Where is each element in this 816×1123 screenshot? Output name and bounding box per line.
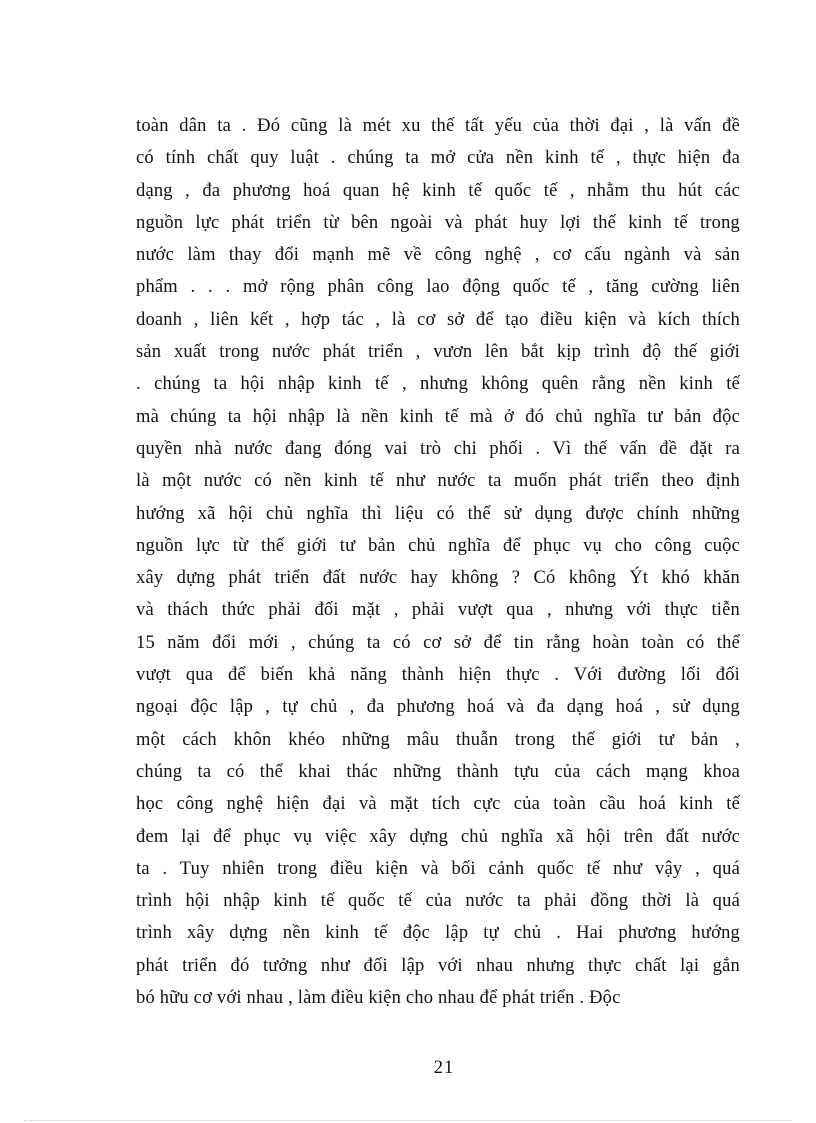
page-bottom-divider (24, 1120, 792, 1121)
text-line-27: phát triển đó tưởng như đối lập với nhau nhưng thực chất lại gắn (136, 955, 740, 976)
text-line-23: đem lại để phục vụ việc xây dựng chủ nghĩa xã hội trên đất nước (136, 826, 740, 847)
text-line-28: bó hữu cơ với nhau , làm điều kiện cho nhau để phát triển . Độc (136, 988, 621, 1009)
text-line-3: dạng , đa phương hoá quan hệ kinh tế quốc tế , nhằm thu hút các (136, 180, 740, 201)
body-text (136, 110, 740, 1014)
text-line-6: phẩm . . . mở rộng phân công lao động quốc tế , tăng cường liên (136, 277, 740, 298)
text-line-22: học công nghệ hiện đại và mặt tích cực của toàn cầu hoá kinh tế (136, 794, 740, 815)
text-line-20: một cách khôn khéo những mâu thuẫn trong thế giới tư bản , (136, 729, 740, 750)
text-line-17: 15 năm đổi mới , chúng ta có cơ sở để tin rằng hoàn toàn có thể (136, 632, 740, 653)
text-line-26: trình xây dựng nền kinh tế độc lập tự chủ . Hai phương hướng (136, 923, 740, 944)
text-line-15: xây dựng phát triển đất nước hay không ? Có không Ýt khó khăn (136, 568, 740, 589)
text-line-7: doanh , liên kết , hợp tác , là cơ sở để tạo điều kiện và kích thích (136, 309, 740, 330)
text-line-16: và thách thức phải đối mặt , phải vượt qua , nhưng với thực tiễn (136, 600, 740, 621)
text-line-9: . chúng ta hội nhập kinh tế , nhưng không quên rằng nền kinh tế (136, 374, 740, 395)
text-line-5: nước làm thay đổi mạnh mẽ về công nghệ , cơ cấu ngành và sản (136, 245, 740, 266)
text-line-11: quyền nhà nước đang đóng vai trò chi phối . Vì thế vấn đề đặt ra (136, 438, 740, 459)
text-line-12: là một nước có nền kinh tế như nước ta muốn phát triển theo định (136, 471, 740, 492)
text-line-8: sản xuất trong nước phát triển , vươn lên bắt kịp trình độ thế giới (136, 342, 740, 363)
text-line-21: chúng ta có thể khai thác những thành tựu của cách mạng khoa (136, 761, 740, 782)
text-line-13: hướng xã hội chủ nghĩa thì liệu có thể sử dụng được chính những (136, 503, 740, 524)
text-line-4: nguồn lực phát triển từ bên ngoài và phát huy lợi thế kinh tế trong (136, 212, 740, 233)
text-line-2: có tính chất quy luật . chúng ta mở cửa nền kinh tế , thực hiện đa (136, 148, 740, 169)
text-line-1: toàn dân ta . Đó cũng là mét xu thế tất yếu của thời đại , là vấn đề (136, 116, 740, 136)
text-line-14: nguồn lực từ thế giới tư bản chủ nghĩa để phục vụ cho công cuộc (136, 535, 740, 556)
page-number: 21 (433, 1058, 455, 1078)
text-line-24: ta . Tuy nhiên trong điều kiện và bối cảnh quốc tế như vậy , quá (136, 858, 740, 879)
text-line-25: trình hội nhập kinh tế quốc tế của nước ta phải đồng thời là quá (136, 891, 740, 912)
text-line-18: vượt qua để biến khả năng thành hiện thực . Với đường lối đối (136, 665, 740, 686)
text-line-10: mà chúng ta hội nhập là nền kinh tế mà ở đó chủ nghĩa tư bản độc (136, 406, 740, 427)
text-line-19: ngoại độc lập , tự chủ , đa phương hoá và đa dạng hoá , sử dụng (136, 697, 740, 718)
